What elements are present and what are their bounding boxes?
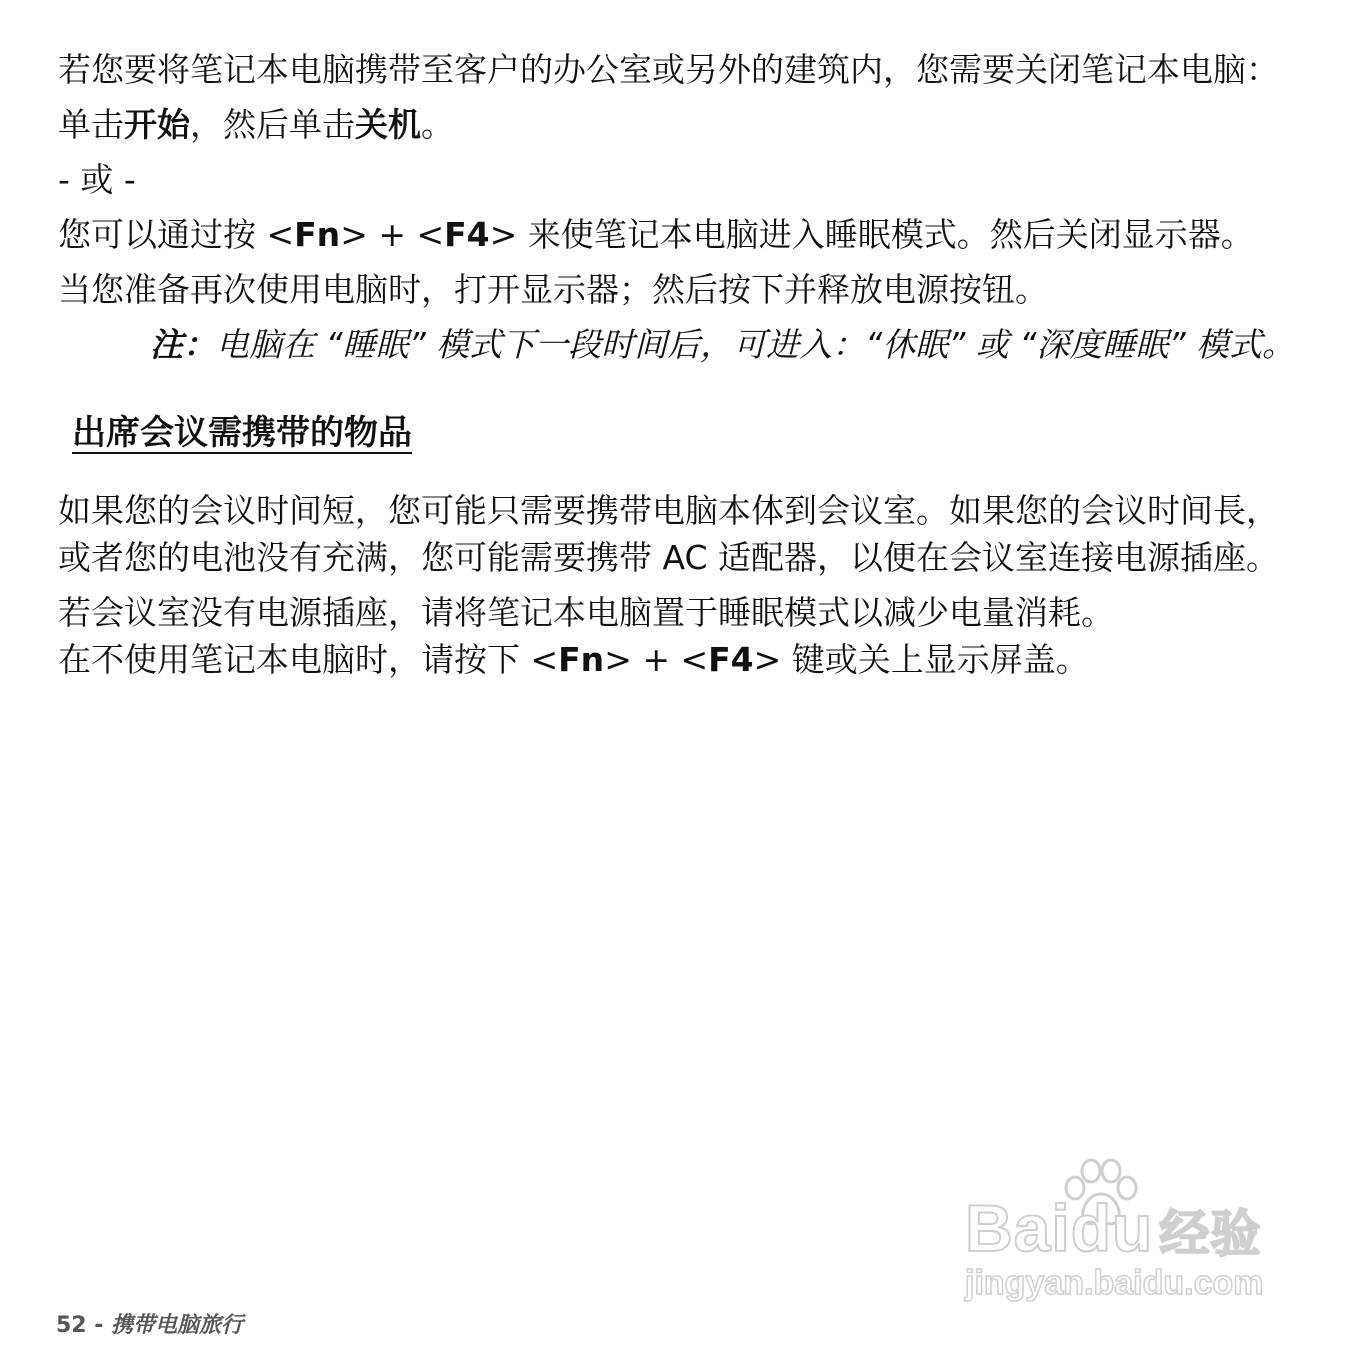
paragraph-intro: 若您要将笔记本电脑携带至客户的办公室或另外的建筑内，您需要关闭笔记本电脑： [58, 50, 1279, 89]
paragraph-or: - 或 - [58, 160, 136, 199]
text-run: 。 [421, 105, 454, 144]
section-heading: 出席会议需携带的物品 [72, 413, 412, 453]
text-run: ，然后单击 [190, 105, 355, 144]
paragraph-meeting: 如果您的会议时间短，您可能只需要携带电脑本体到会议室。如果您的会议时间長，或者您的电池没有充满，您可能需要携带 AC 适配器，以便在会议室连接电源插座。 [58, 491, 1280, 577]
page-number: 52 - [56, 1313, 104, 1338]
watermark-url: jingyan.baidu.com [965, 1264, 1264, 1302]
bold-shutdown: 关机 [355, 105, 421, 144]
text-run: 您可以通过按 < [58, 215, 295, 254]
text-run: > 来使笔记本电脑进入睡眠模式。然后关闭显示器。 [489, 215, 1254, 254]
key-fn: Fn [294, 215, 341, 254]
paragraph-start-shutdown [58, 101, 1308, 148]
paragraph-resume: 当您准备再次使用电脑时，打开显示器；然后按下并释放电源按钮。 [58, 270, 1048, 309]
watermark-brand [965, 1190, 1261, 1266]
footer-title: 携带电脑旅行 [111, 1313, 244, 1338]
page-footer [56, 1308, 243, 1339]
text-run: > + < [604, 640, 709, 679]
text-run: 单击 [58, 105, 124, 144]
watermark-product: 经验 [1159, 1206, 1262, 1262]
note [150, 321, 1308, 369]
text-run: > + < [340, 215, 445, 254]
text-run: 在不使用笔记本电脑时，请按下 < [58, 640, 559, 679]
paragraph-power-saving [58, 589, 1308, 683]
bold-start: 开始 [124, 105, 190, 144]
watermark-brand-text: Baidu [965, 1191, 1154, 1265]
key-f4: F4 [444, 215, 490, 254]
key-f4: F4 [708, 640, 754, 679]
key-fn: Fn [558, 640, 605, 679]
document-body [58, 46, 1308, 691]
note-text: 电脑在 “睡眠” 模式下一段时间后，可进入：“休眠” 或 “深度睡眠” 模式。 [216, 325, 1296, 364]
text-run: > 键或关上显示屏盖。 [753, 640, 1089, 679]
paragraph-sleep-shortcut [58, 211, 1308, 258]
note-label: 注： [150, 325, 216, 364]
text-run: 若会议室没有电源插座，请将笔记本电脑置于睡眠模式以减少电量消耗。 [58, 593, 1114, 632]
baidu-jingyan-watermark [965, 1158, 1285, 1308]
